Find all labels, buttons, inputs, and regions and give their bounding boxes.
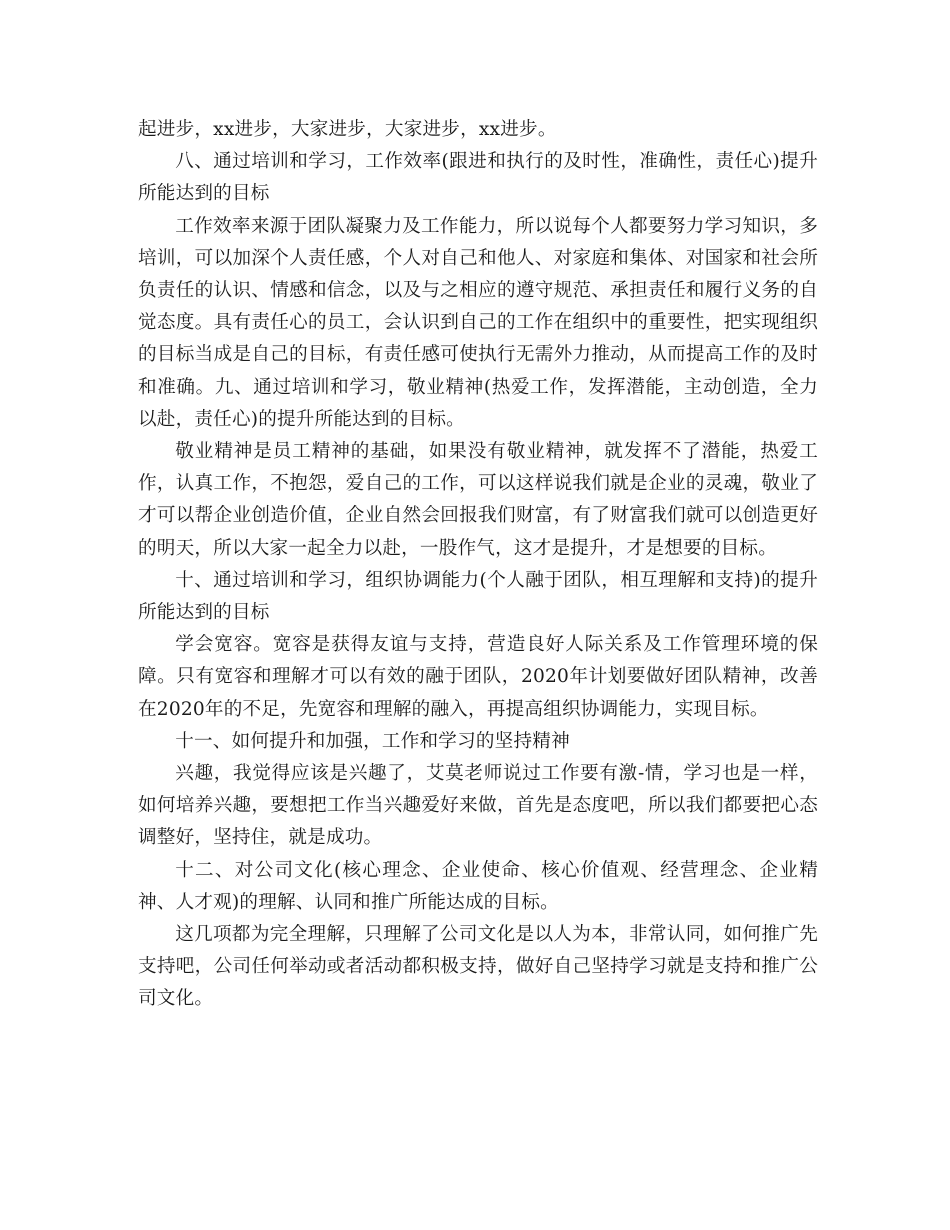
paragraph: 工作效率来源于团队凝聚力及工作能力，所以说每个人都要努力学习知识，多培训，可以加深个人责任感，个人对自己和他人、对家庭和集体、对国家和社会所负责任的认识、情感和信念，以及与之相应的遵守规范、承担责任和履行义务的自觉态度。具有责任心的员工，会认识到自己的工作在组织中的重要性，把实现组织的目标当成是自己的目标，有责任感可使执行无需外力推动，从而提高工作的及时和准确。九、通过培训和学习，敬业精神(热爱工作，发挥潜能，主动创造，全力以赴，责任心)的提升所能达到的目标。 <box>138 215 818 430</box>
paragraph: 起进步，xx进步，大家进步，大家进步，xx进步。 <box>138 119 557 140</box>
paragraph: 十、通过培训和学习，组织协调能力(个人融于团队，相互理解和支持)的提升所能达到的目标 <box>138 569 818 624</box>
document-body <box>138 114 818 1016</box>
paragraph: 十二、对公司文化(核心理念、企业使命、核心价值观、经营理念、企业精神、人才观)的理解、认同和推广所能达成的目标。 <box>138 859 818 913</box>
paragraph: 兴趣，我觉得应该是兴趣了，艾莫老师说过工作要有激-情，学习也是一样，如何培养兴趣，要想把工作当兴趣爱好来做，首先是态度吧，所以我们都要把心态调整好，坚持住，就是成功。 <box>138 763 818 849</box>
paragraph: 八、通过培训和学习，工作效率(跟进和执行的及时性，准确性，责任心)提升所能达到的目标 <box>138 151 818 205</box>
paragraph: 十一、如何提升和加强，工作和学习的坚持精神 <box>175 730 570 752</box>
paragraph: 敬业精神是员工精神的基础，如果没有敬业精神，就发挥不了潜能，热爱工作，认真工作，不抱怨，爱自己的工作，可以这样说我们就是企业的灵魂，敬业了才可以帮企业创造价值，企业自然会回报我们财富，有了财富我们就可以创造更好的明天，所以大家一起全力以赴，一股作气，这才是提升，才是想要的目标。 <box>138 441 818 559</box>
paragraph: 学会宽容。宽容是获得友谊与支持，营造良好人际关系及工作管理环境的保障。只有宽容和理解才可以有效的融于团队，2020年计划要做好团队精神，改善在2020年的不足，先宽容和理解的融入，再提高组织协调能力，实现目标。 <box>138 634 818 720</box>
paragraph: 这几项都为完全理解，只理解了公司文化是以人为本，非常认同，如何推广先支持吧，公司任何举动或者活动都积极支持，做好自己坚持学习就是支持和推广公司文化。 <box>138 924 818 1010</box>
